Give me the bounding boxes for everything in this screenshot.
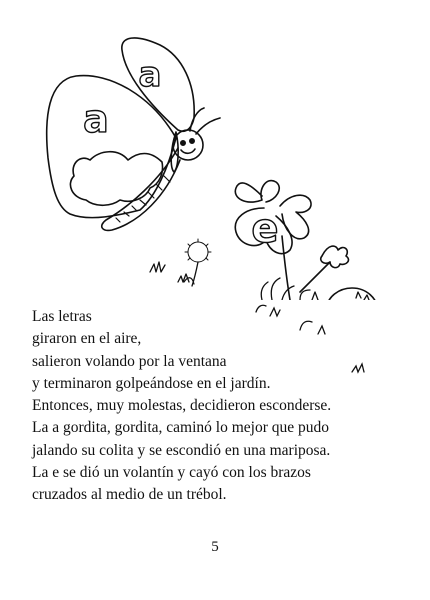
story-line: cruzados al medio de un trébol. <box>32 486 227 504</box>
mushroom-drawing <box>326 288 378 300</box>
butterfly-letter-lower: a <box>83 97 109 141</box>
story-line: jalando su colita y se escondió en una mariposa. <box>32 441 331 459</box>
story-line: Entonces, muy molestas, decidieron esconderse. <box>32 397 332 415</box>
butterfly-antenna-right <box>196 118 220 134</box>
grass-left <box>150 262 189 282</box>
clover-stem <box>282 236 290 300</box>
story-line: salieron volando por la ventana <box>32 352 227 370</box>
clover-letter: e <box>251 206 279 252</box>
butterfly-lower-wing <box>47 76 176 218</box>
butterfly-eye-left <box>181 141 185 145</box>
story-line: giraron en el aire, <box>32 330 142 348</box>
butterfly-wing-scallops <box>70 152 162 206</box>
butterfly-eye-right <box>190 139 194 143</box>
clover-leaf-right <box>280 195 311 239</box>
page-number: 5 <box>211 539 219 555</box>
story-text <box>32 306 422 507</box>
story-line: La a gordita, gordita, caminó lo mejor que pudo <box>32 419 329 437</box>
butterfly-smile <box>181 149 195 153</box>
butterfly-letter-upper: a <box>138 55 162 95</box>
mushroom-cap <box>326 288 378 300</box>
clover-flower <box>321 246 349 268</box>
story-line: La e se dió un volantín y cayó con los brazos <box>32 464 311 482</box>
butterfly-drawing <box>47 38 220 230</box>
clover-leaf-top <box>235 181 279 203</box>
butterfly-tail-wing <box>102 148 180 230</box>
clover-drawing <box>235 181 348 300</box>
story-line: y terminaron golpeándose en el jardín. <box>32 374 271 392</box>
story-line: Las letras <box>32 308 92 325</box>
butterfly-wing-stripes <box>116 176 170 222</box>
